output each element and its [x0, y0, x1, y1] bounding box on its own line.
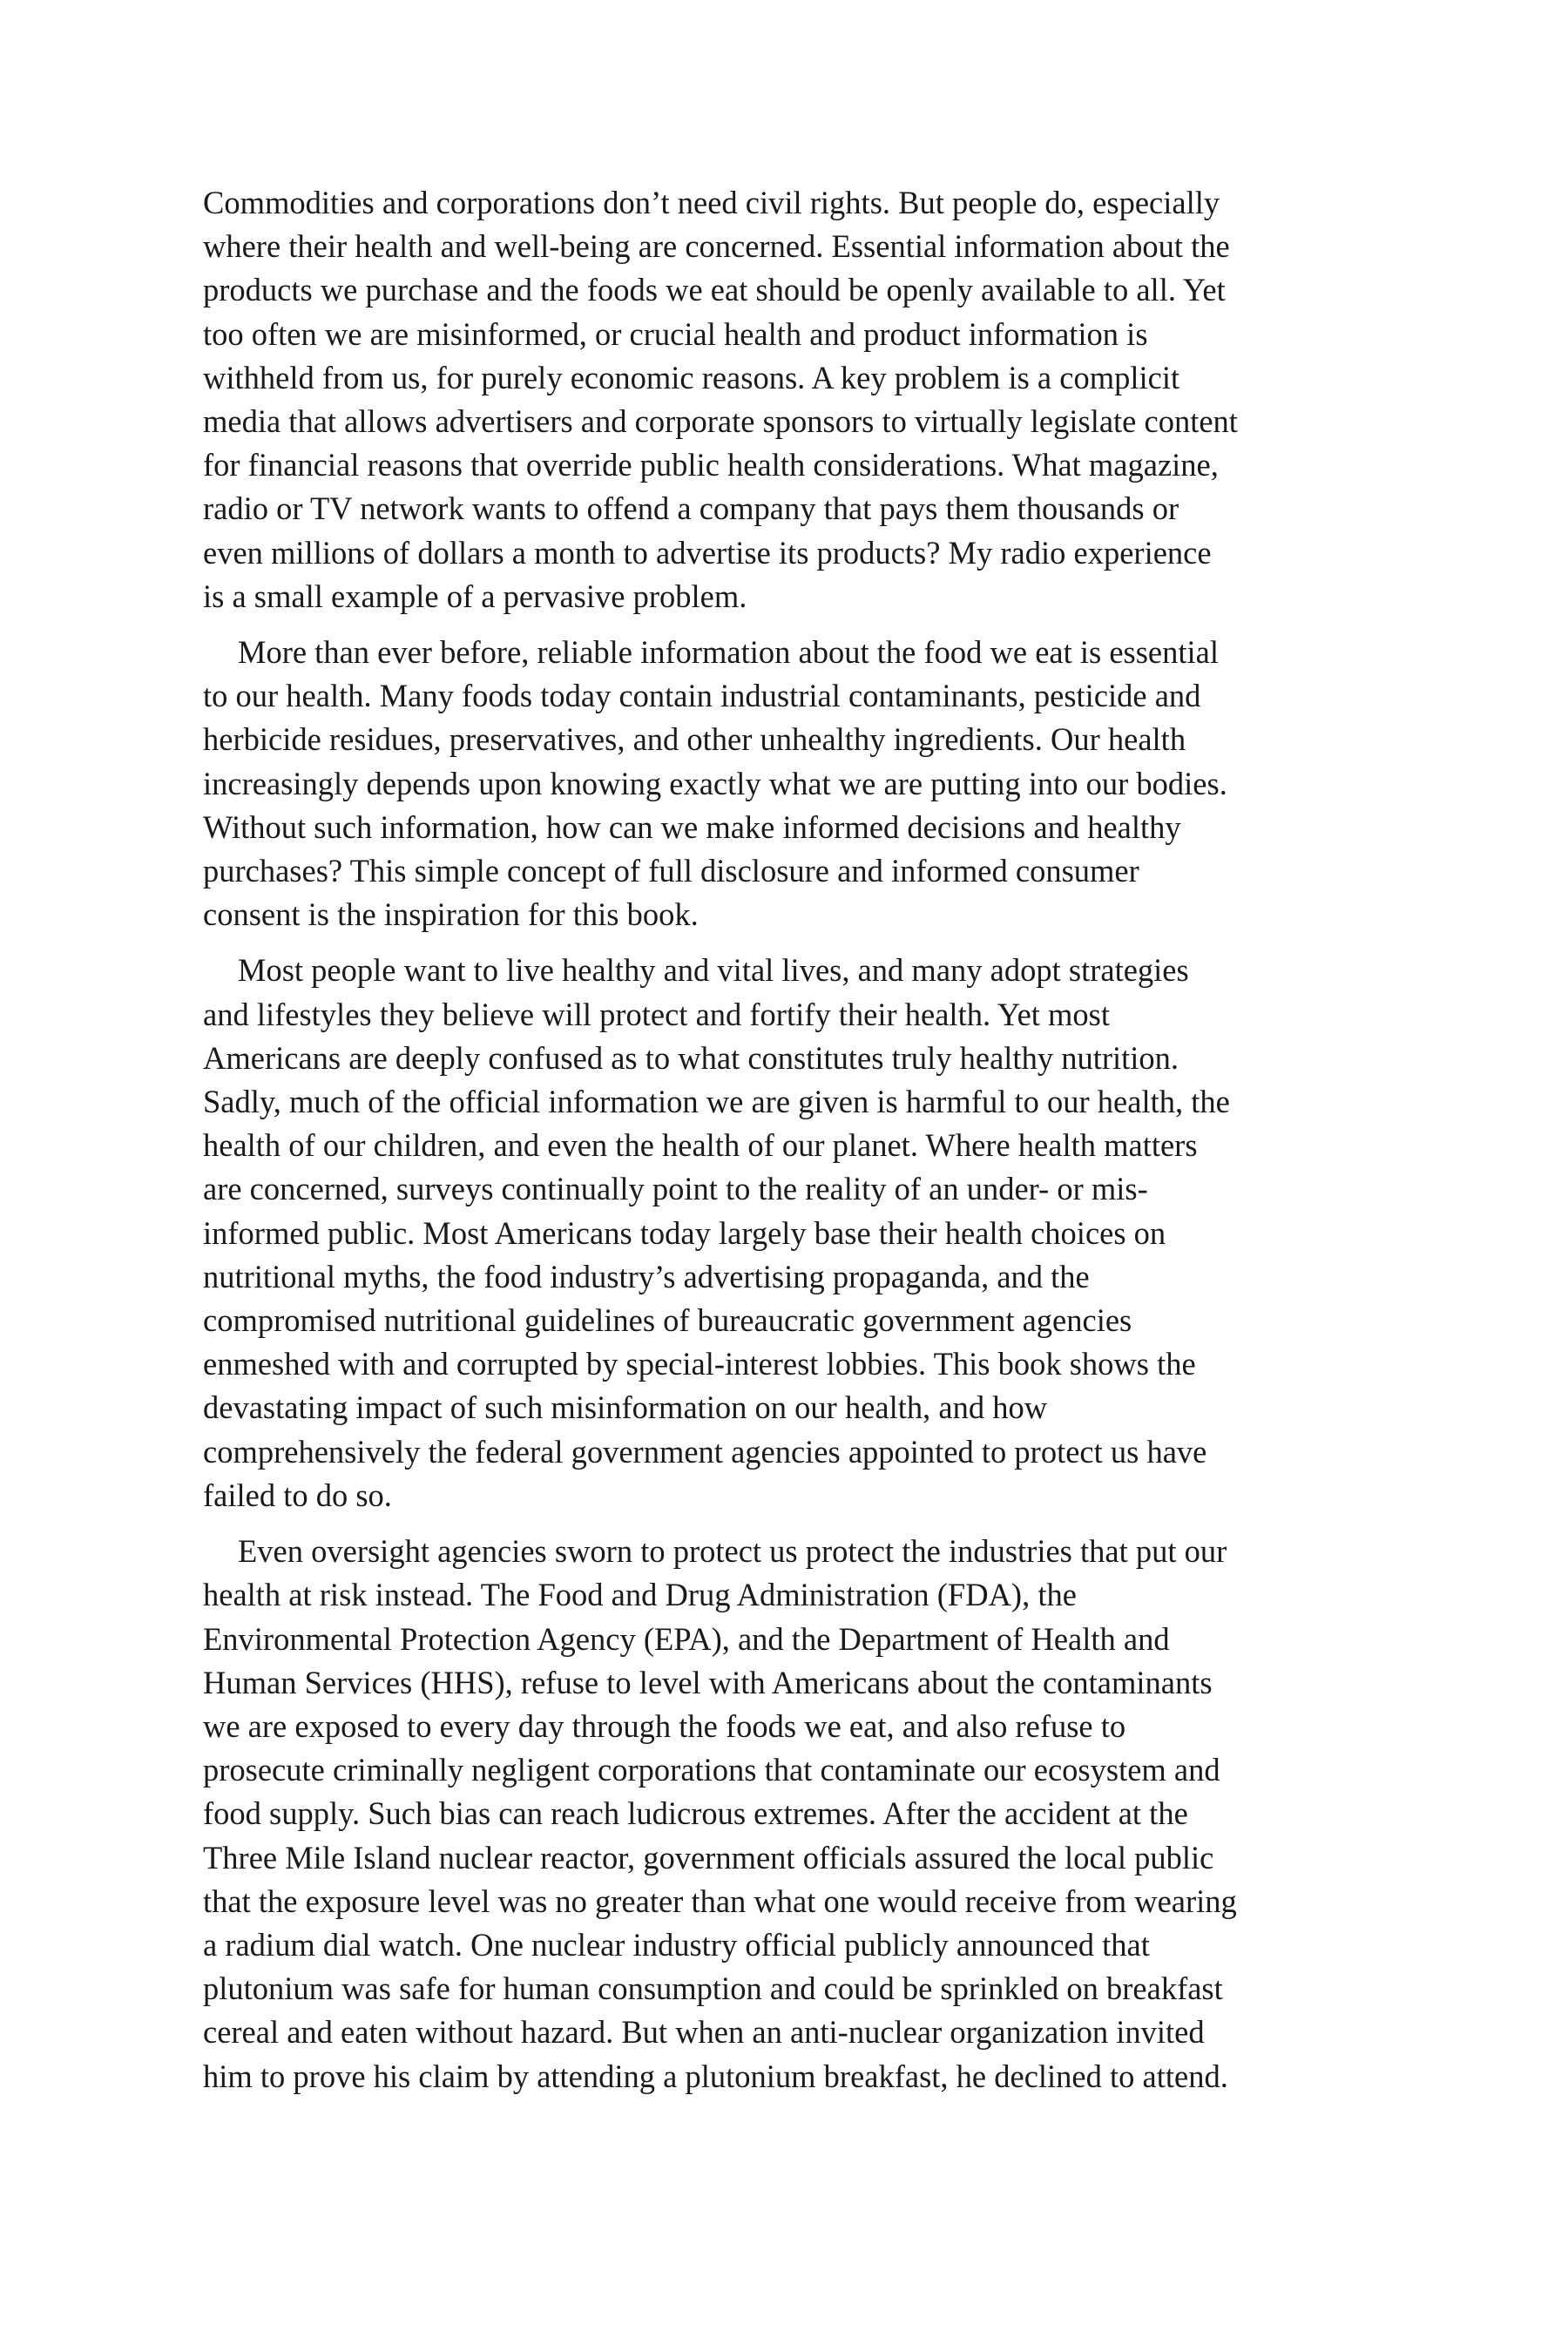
body-text [203, 181, 1370, 2111]
paragraph-2: More than ever before, reliable information about the food we eat is essential to our health. Many foods today contain industrial contaminants, pesticide and herbicide residues, preservatives, and other unhealthy ingredients. Our health increasingly depends upon knowing exactly what we are putting into our bodies. Without such information, how can we make informed decisions and healthy purchases? This simple concept of full disclosure and informed consumer consent is the inspiration for this book. [203, 634, 1227, 933]
paragraph-4: Even oversight agencies sworn to protect us protect the industries that put our health at risk instead. The Food and Drug Administration (FDA), the Environmental Protection Agency (EPA), and the Department of Health and Human Services (HHS), refuse to level with Americans about the contaminants we are exposed to every day through the foods we eat, and also refuse to prosecute criminally negligent corporations that contaminate our ecosystem and food supply. Such bias can reach ludicrous extremes. After the accident at the Three Mile Island nuclear reactor, government officials assured the local public that the exposure level was no greater than what one would receive from wearing a radium dial watch. One nuclear industry official publicly announced that plutonium was safe for human consumption and could be sprinkled on breakfast cereal and eaten without hazard. But when an anti-nuclear organization invited him to prove his claim by attending a plutonium breakfast, he declined to attend. [203, 1533, 1237, 2094]
paragraph-1: Commodities and corporations don’t need civil rights. But people do, especially where their health and well-being are concerned. Essential information about the products we purchase and the foods we eat should be openly available to all. Yet too often we are misinformed, or crucial health and product information is withheld from us, for purely economic reasons. A key problem is a complicit media that allows advertisers and corporate sponsors to virtually legislate content for financial reasons that override public health considerations. What magazine, radio or TV network wants to offend a company that pays them thousands or even millions of dollars a month to advertise its products? My radio experience is a small example of a pervasive problem. [203, 185, 1238, 614]
paragraph-3: Most people want to live healthy and vital lives, and many adopt strategies and lifestyles they believe will protect and fortify their health. Yet most Americans are deeply confused as to what constitutes truly healthy nutrition. Sadly, much of the official information we are given is harmful to our health, the health of our children, and even the health of our planet. Where health matters are concerned, surveys continually point to the reality of an under- or mis- informed public. Most Americans today largely base their health choices on nutritional myths, the food industry’s advertising propaganda, and the compromised nutritional guidelines of bureaucratic government agencies enmeshed with and corrupted by special-interest lobbies. This book shows the devastating impact of such misinformation on our health, and how comprehensively the federal government agencies appointed to protect us have failed to do so. [203, 952, 1230, 1513]
